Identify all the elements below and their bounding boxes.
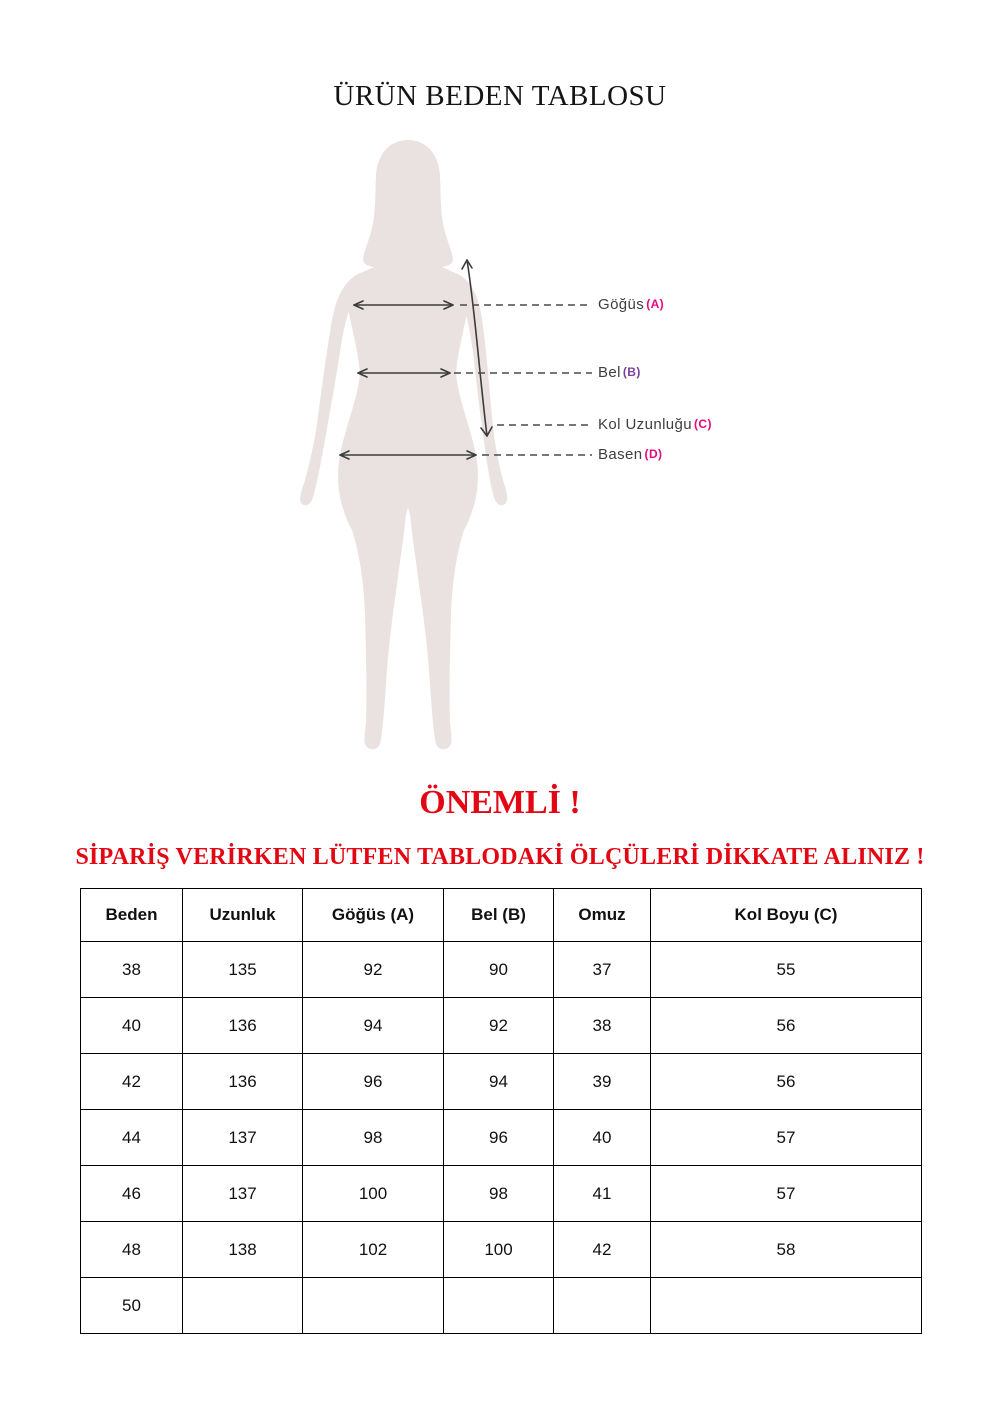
table-cell: 136 [183, 998, 303, 1054]
size-table-header-cell: Beden [81, 889, 183, 942]
measure-letter-c: (C) [694, 417, 712, 431]
silhouette-body [338, 246, 478, 749]
table-cell: 56 [651, 1054, 922, 1110]
important-heading: ÖNEMLİ ! [419, 784, 581, 821]
size-table-header-row [81, 889, 922, 942]
table-cell: 40 [554, 1110, 651, 1166]
measure-label-text: Basen [598, 446, 643, 463]
table-row [81, 998, 922, 1054]
page-title: ÜRÜN BEDEN TABLOSU [333, 80, 667, 112]
size-table-container [80, 888, 921, 1334]
measure-label-hip [598, 445, 662, 465]
table-row [81, 1110, 922, 1166]
measure-label-arm-length [598, 415, 712, 435]
table-cell: 100 [444, 1222, 554, 1278]
table-cell: 96 [444, 1110, 554, 1166]
important-note: SİPARİŞ VERİRKEN LÜTFEN TABLODAKİ ÖLÇÜLERİ DİKKATE ALINIZ ! [75, 844, 925, 870]
table-cell: 40 [81, 998, 183, 1054]
table-cell [183, 1278, 303, 1334]
table-cell [444, 1278, 554, 1334]
measure-label-text: Bel [598, 364, 621, 381]
table-cell: 42 [554, 1222, 651, 1278]
size-table-header-cell: Uzunluk [183, 889, 303, 942]
size-table-header-cell: Kol Boyu (C) [651, 889, 922, 942]
table-cell [554, 1278, 651, 1334]
table-cell: 44 [81, 1110, 183, 1166]
size-table-header-cell: Göğüs (A) [303, 889, 444, 942]
table-cell: 56 [651, 998, 922, 1054]
table-cell: 137 [183, 1166, 303, 1222]
table-row [81, 1054, 922, 1110]
table-cell: 92 [444, 998, 554, 1054]
table-cell: 48 [81, 1222, 183, 1278]
table-cell: 98 [444, 1166, 554, 1222]
table-cell: 46 [81, 1166, 183, 1222]
table-cell: 38 [554, 998, 651, 1054]
table-cell: 137 [183, 1110, 303, 1166]
body-silhouette [0, 130, 1000, 770]
table-cell: 138 [183, 1222, 303, 1278]
table-cell: 50 [81, 1278, 183, 1334]
table-cell: 98 [303, 1110, 444, 1166]
table-cell: 102 [303, 1222, 444, 1278]
table-cell: 92 [303, 942, 444, 998]
table-cell: 135 [183, 942, 303, 998]
table-cell [303, 1278, 444, 1334]
measure-letter-a: (A) [646, 297, 665, 311]
measure-label-text: Kol Uzunluğu [598, 416, 693, 433]
table-cell: 58 [651, 1222, 922, 1278]
measure-letter-d: (D) [644, 447, 663, 461]
table-cell: 55 [651, 942, 922, 998]
table-cell [651, 1278, 922, 1334]
table-cell: 136 [183, 1054, 303, 1110]
table-cell: 94 [303, 998, 444, 1054]
table-cell: 94 [444, 1054, 554, 1110]
table-row [81, 1166, 922, 1222]
table-cell: 37 [554, 942, 651, 998]
table-cell: 57 [651, 1110, 922, 1166]
table-cell: 96 [303, 1054, 444, 1110]
measure-letter-b: (B) [622, 365, 641, 379]
table-row [81, 1278, 922, 1334]
table-cell: 90 [444, 942, 554, 998]
measure-label-text: Göğüs [598, 296, 645, 313]
size-table [80, 888, 922, 1334]
size-table-header-cell: Bel (B) [444, 889, 554, 942]
table-cell: 39 [554, 1054, 651, 1110]
table-row [81, 942, 922, 998]
table-cell: 41 [554, 1166, 651, 1222]
measure-label-waist [598, 363, 641, 383]
table-cell: 57 [651, 1166, 922, 1222]
size-table-header-cell: Omuz [554, 889, 651, 942]
size-table-body [81, 942, 922, 1334]
table-cell: 38 [81, 942, 183, 998]
measurement-diagram [0, 130, 1000, 770]
measure-label-chest [598, 295, 664, 315]
table-cell: 42 [81, 1054, 183, 1110]
table-row [81, 1222, 922, 1278]
table-cell: 100 [303, 1166, 444, 1222]
